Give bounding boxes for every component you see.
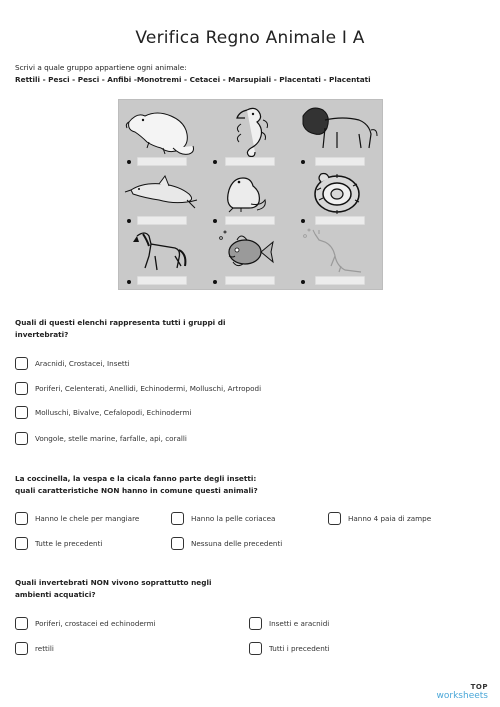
q2-option-4-label: Tutte le precedenti [35, 538, 103, 548]
instructions [15, 62, 485, 86]
q3-option-3-label: rettili [35, 643, 54, 653]
checkbox[interactable] [249, 642, 262, 655]
q3-option-2-label: Insetti e aracnidi [269, 618, 330, 628]
cell-platypus [123, 102, 209, 164]
answer-field-5[interactable] [225, 216, 275, 225]
q3-option-2[interactable] [249, 616, 329, 630]
cell-snake [297, 164, 383, 226]
q3-option-4[interactable] [249, 641, 330, 655]
answer-field-4[interactable] [137, 216, 187, 225]
answer-field-7[interactable] [137, 276, 187, 285]
cell-kangaroo [297, 226, 383, 288]
question-3 [15, 577, 485, 601]
checkbox[interactable] [15, 537, 28, 550]
q3-option-1-label: Poriferi, crostacei ed echinodermi [35, 618, 156, 628]
question-2-line1: La coccinella, la vespa e la cicala fanno parte degli insetti: [15, 474, 257, 483]
question-1-line1: Quali di questi elenchi rappresenta tutti i gruppi di [15, 318, 226, 327]
q2-option-3[interactable] [328, 511, 431, 525]
q1-option-3[interactable] [15, 405, 191, 419]
checkbox[interactable] [15, 617, 28, 630]
answer-field-9[interactable] [315, 276, 365, 285]
q2-option-2[interactable] [171, 511, 275, 525]
q2-option-1[interactable] [15, 511, 139, 525]
q1-option-1-label: Aracnidi, Crostacei, Insetti [35, 358, 130, 368]
question-2 [15, 473, 485, 497]
q2-option-4[interactable] [15, 536, 102, 550]
q2-option-5[interactable] [171, 536, 282, 550]
group-list: Rettili - Pesci - Pesci - Anfibi -Monotremi - Cetacei - Marsupiali - Placentati - Placentati [15, 75, 371, 84]
logo-bottom-text: worksheets [436, 691, 488, 701]
checkbox[interactable] [328, 512, 341, 525]
answer-field-8[interactable] [225, 276, 275, 285]
q1-option-2-label: Poriferi, Celenterati, Anellidi, Echinodermi, Molluschi, Artropodi [35, 383, 262, 393]
cell-frog [211, 164, 297, 226]
q2-option-2-label: Hanno la pelle coriacea [191, 513, 276, 523]
q2-option-5-label: Nessuna delle precedenti [191, 538, 283, 548]
q2-option-3-label: Hanno 4 paia di zampe [348, 513, 432, 523]
question-2-line2: quali caratteristiche NON hanno in comune questi animali? [15, 486, 258, 495]
cell-lion [297, 102, 383, 164]
q1-option-2[interactable] [15, 381, 261, 395]
checkbox[interactable] [15, 382, 28, 395]
question-3-line1: Quali invertebrati NON vivono soprattutto negli [15, 578, 212, 587]
q2-option-1-label: Hanno le chele per mangiare [35, 513, 140, 523]
question-1 [15, 317, 485, 341]
cell-seahorse [211, 102, 297, 164]
q1-option-1[interactable] [15, 356, 130, 370]
checkbox[interactable] [15, 357, 28, 370]
checkbox[interactable] [15, 406, 28, 419]
checkbox[interactable] [171, 512, 184, 525]
page-title: Verifica Regno Animale I A [135, 28, 365, 48]
q3-option-1[interactable] [15, 616, 156, 630]
cell-fish [211, 226, 297, 288]
q1-option-4-label: Vongole, stelle marine, farfalle, api, coralli [35, 433, 187, 443]
q1-option-4[interactable] [15, 431, 187, 445]
instructions-text: Scrivi a quale gruppo appartiene ogni animale: [15, 63, 187, 72]
question-3-line2: ambienti acquatici? [15, 590, 96, 599]
q3-option-4-label: Tutti i precedenti [269, 643, 330, 653]
question-1-line2: invertebrati? [15, 330, 69, 339]
checkbox[interactable] [15, 642, 28, 655]
answer-field-6[interactable] [315, 216, 365, 225]
logo-top-text: TOP [470, 683, 488, 691]
checkbox[interactable] [15, 512, 28, 525]
platypus-icon [123, 102, 209, 164]
checkbox[interactable] [15, 432, 28, 445]
q3-option-3[interactable] [15, 641, 54, 655]
topworksheets-logo[interactable] [437, 683, 488, 701]
cell-horse [123, 226, 209, 288]
lion-icon [297, 102, 383, 164]
q1-option-3-label: Molluschi, Bivalve, Cefalopodi, Echinodermi [35, 407, 192, 417]
checkbox[interactable] [171, 537, 184, 550]
seahorse-icon [211, 102, 297, 164]
checkbox[interactable] [249, 617, 262, 630]
cell-dolphin [123, 164, 209, 226]
animal-images-panel [118, 99, 383, 290]
